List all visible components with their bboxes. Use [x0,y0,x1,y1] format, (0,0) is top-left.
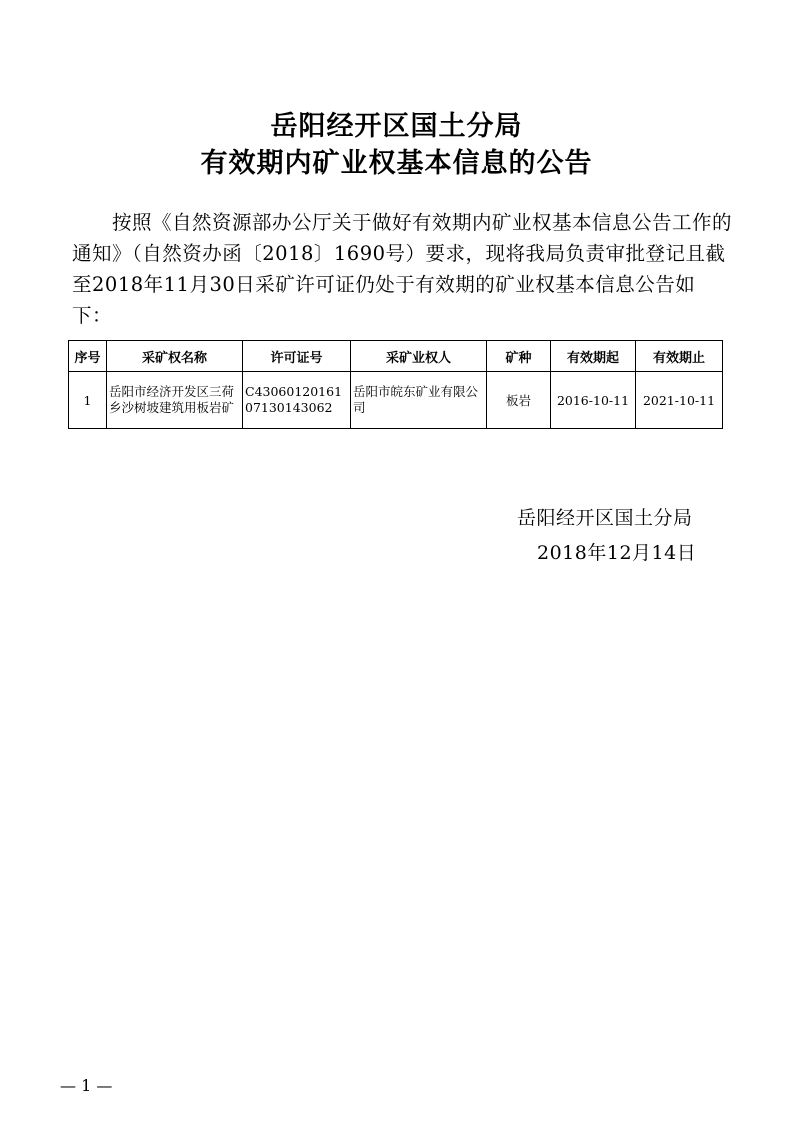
header-license: 许可证号 [243,341,351,372]
title-line-1: 岳阳经开区国土分局 [270,111,523,142]
cell-start: 2016-10-11 [551,372,636,429]
table-row [69,372,723,429]
header-holder: 采矿业权人 [351,341,487,372]
cell-holder: 岳阳市皖东矿业有限公司 [351,372,487,429]
header-end: 有效期止 [636,341,723,372]
cell-end: 2021-10-11 [636,372,723,429]
mining-rights-table [68,340,723,429]
table-header-row [69,341,723,372]
page-number: — 1 — [60,1076,113,1095]
title-line-2: 有效期内矿业权基本信息的公告 [200,148,593,179]
cell-seq: 1 [69,372,107,429]
header-start: 有效期起 [551,341,636,372]
cell-name: 岳阳市经济开发区三荷乡沙树坡建筑用板岩矿 [107,372,243,429]
signature-org: 岳阳经开区国土分局 [517,507,693,529]
cell-mineral: 板岩 [487,372,551,429]
header-name: 采矿权名称 [107,341,243,372]
header-mineral: 矿种 [487,341,551,372]
notice-paragraph [72,207,732,331]
cell-license: C4306012016107130143062 [243,372,351,429]
signature-date: 2018年12月14日 [537,542,697,564]
notice-paragraph-text: 按照《自然资源部办公厅关于做好有效期内矿业权基本信息公告工作的通知》（自然资办函〔2018〕1690号）要求，现将我局负责审批登记且截至2018年11月30日采矿许可证仍处于有效期的矿业权基本信息公告如下： [72,211,733,327]
header-seq: 序号 [69,341,107,372]
